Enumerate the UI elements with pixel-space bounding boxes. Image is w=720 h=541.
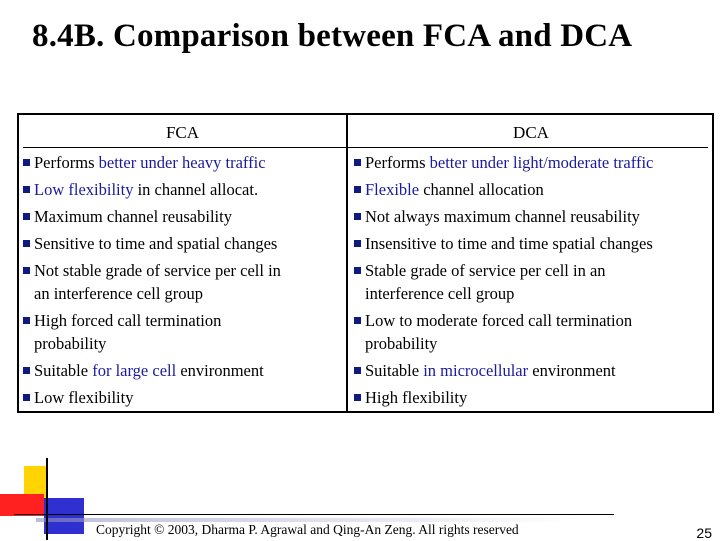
list-item: [23, 359, 341, 382]
list-item: [354, 205, 714, 228]
list-item: [23, 309, 341, 355]
list-item: [354, 232, 714, 255]
square-bullet-icon: [23, 367, 30, 374]
item-text: Maximum channel reusability: [34, 207, 232, 226]
fca-item-list: [23, 151, 341, 413]
header-divider: [23, 147, 708, 148]
item-text: High forced call termination: [34, 311, 222, 330]
list-item: [354, 359, 714, 382]
comparison-table: [17, 113, 714, 413]
item-text: Low flexibility: [34, 388, 134, 407]
copyright-notice: Copyright © 2003, Dharma P. Agrawal and Qing-An Zeng. All rights reserved: [96, 522, 519, 537]
footer-rule: [14, 514, 614, 515]
list-item: [354, 259, 714, 305]
item-text: Suitable: [34, 361, 93, 380]
highlighted-text: better under heavy traffic: [98, 153, 266, 172]
square-bullet-icon: [354, 367, 361, 374]
list-item: [23, 232, 341, 255]
square-bullet-icon: [23, 267, 30, 274]
item-text: Not always maximum channel reusability: [365, 207, 640, 226]
page-number: 25: [696, 525, 712, 541]
square-bullet-icon: [354, 394, 361, 401]
list-item: [23, 151, 341, 174]
decor-vertical-line: [46, 458, 48, 540]
item-text: Performs: [34, 153, 99, 172]
square-bullet-icon: [354, 213, 361, 220]
square-bullet-icon: [23, 317, 30, 324]
item-continuation-text: an interference cell group: [34, 284, 204, 303]
item-text: channel allocation: [419, 180, 544, 199]
highlighted-text: in microcellular: [423, 361, 529, 380]
list-item: [23, 205, 341, 228]
list-item: [23, 386, 341, 409]
square-bullet-icon: [354, 317, 361, 324]
item-continuation-text: probability: [365, 334, 438, 353]
column-divider: [346, 115, 348, 411]
highlighted-text: for large cell: [92, 361, 177, 380]
dca-item-list: [354, 151, 714, 413]
list-item: [354, 151, 714, 174]
decor-blue-block: [44, 498, 84, 534]
item-continuation-text: probability: [34, 334, 107, 353]
item-text: Performs: [365, 153, 430, 172]
list-item: [354, 386, 714, 409]
square-bullet-icon: [23, 240, 30, 247]
square-bullet-icon: [23, 394, 30, 401]
item-text: Not stable grade of service per cell in: [34, 261, 281, 280]
dca-column-header: DCA: [513, 123, 549, 142]
item-text: environment: [528, 361, 616, 380]
decor-red-block: [0, 494, 44, 516]
list-item: [23, 178, 341, 201]
item-text: Stable grade of service per cell in an: [365, 261, 606, 280]
square-bullet-icon: [354, 240, 361, 247]
item-text: Sensitive to time and spatial changes: [34, 234, 278, 253]
item-text: in channel allocat.: [133, 180, 259, 199]
square-bullet-icon: [354, 186, 361, 193]
highlighted-text: Low flexibility: [34, 180, 134, 199]
highlighted-text: Flexible: [365, 180, 420, 199]
item-text: Suitable: [365, 361, 424, 380]
item-text: High flexibility: [365, 388, 468, 407]
item-continuation-text: interference cell group: [365, 284, 515, 303]
square-bullet-icon: [23, 159, 30, 166]
square-bullet-icon: [354, 267, 361, 274]
square-bullet-icon: [23, 213, 30, 220]
page-title: 8.4B. Comparison between FCA and DCA: [32, 18, 633, 54]
item-text: environment: [176, 361, 264, 380]
list-item: [354, 178, 714, 201]
list-item: [23, 259, 341, 305]
square-bullet-icon: [23, 186, 30, 193]
item-text: Low to moderate forced call termination: [365, 311, 633, 330]
fca-column-header: FCA: [165, 123, 200, 142]
highlighted-text: better under light/moderate traffic: [429, 153, 654, 172]
square-bullet-icon: [354, 159, 361, 166]
item-text: Insensitive to time and time spatial changes: [365, 234, 653, 253]
list-item: [354, 309, 714, 355]
